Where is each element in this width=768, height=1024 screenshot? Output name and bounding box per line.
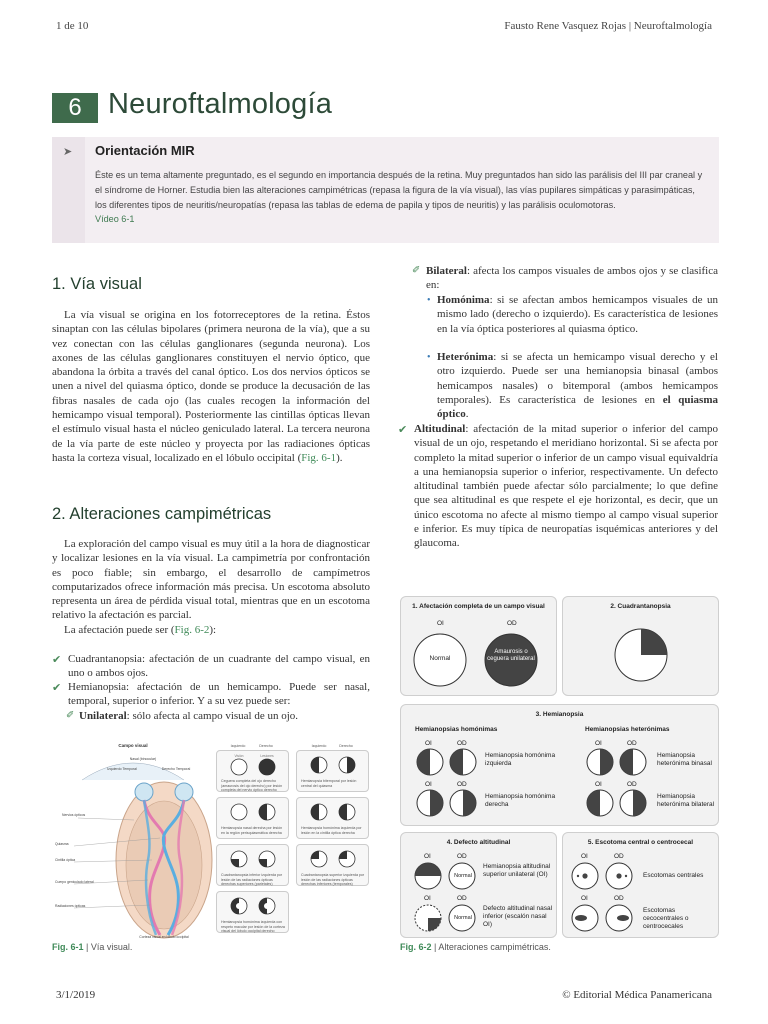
list-item-bilateral: Bilateral: afecta los campos visuales de ambos ojos y se clasifica en: (426, 265, 718, 292)
label-oi: OI (424, 853, 431, 860)
label-het-bit: Hemianopsia heterónima bilateral (657, 793, 715, 808)
label-escotomas-cecocentrales: Escotomas cecocentrales o centrocecales (643, 907, 689, 930)
label-cintilla: Cintilla óptica (55, 858, 76, 862)
diagram-title: Campo visual (118, 743, 148, 748)
box-cuadrantanopsia (562, 596, 719, 696)
label-od: OD (457, 895, 467, 902)
pane-description: Hemianopsia homónima izquierda por lesión en la cintilla óptica derecha (301, 826, 362, 835)
pane-description: Ceguera completa del ojo derecho (amaurosis del ojo derecho) por lesión completa del nervio óptico derecho (221, 779, 283, 792)
list-item-heteronima: Heterónima: si se afecta un hemicampo visual derecho y el otro izquierdo. Puede ser una hemianopsia binasal (ambos hemicampos nasales) o bitemporal (ambos hemicampos temporales). Es característica de lesiones en el quiasma óptico. (437, 351, 718, 421)
label-oi: OI (425, 740, 432, 747)
label-od: OD (457, 853, 467, 860)
field-pane (296, 844, 369, 886)
figure-6-2-caption: Fig. 6-2 | Alteraciones campimétricas. (400, 942, 551, 952)
mir-side-strip (52, 137, 85, 243)
pane-description: Hemianopsia homónima izquierda con respeto macular por lesión de la corteza visual del lóbulo occipital derecho (221, 920, 285, 933)
fig-6-2-reference[interactable]: Fig. 6-2 (174, 624, 210, 636)
chapter-number: 6 (52, 93, 98, 123)
label-oi: OI (595, 740, 602, 747)
field-pane (216, 750, 289, 792)
pane-description: Cuadrantanopsia superior izquierda por lesión de las radiaciones ópticas derechas inferiores (temporales) (301, 873, 365, 886)
label-radiaciones: Radiaciones ópticas (55, 904, 86, 908)
label-oi: OI (581, 895, 588, 902)
check-icon: ✔ (52, 654, 62, 666)
check-icon: ✔ (398, 424, 408, 436)
pane-vision: Visión (234, 754, 244, 758)
mir-title: Orientación MIR (95, 143, 195, 158)
field-pane (296, 797, 369, 839)
list-item-hemianopsia: Hemianopsia: afectación de un hemicampo. Puede ser nasal, temporal, superior o inferior. Y a su vez puede ser: (68, 681, 370, 708)
box-title: 3. Hemianopsia (535, 711, 584, 718)
label-hom-izq: Hemianopsia homónima izquierda (485, 752, 556, 767)
check-icon: ✔ (52, 682, 62, 694)
box-title: 2. Cuadrantanopsia (610, 603, 671, 610)
label-altitudinal-superior: Hemianopsia altitudinal superior unilateral (OI) (483, 863, 551, 878)
label-amaurosis: Amaurosis o ceguera unilateral (487, 649, 535, 662)
label-het-bin: Hemianopsia heterónima binasal (657, 752, 712, 767)
label-od: OD (614, 853, 624, 860)
section-heading-alteraciones: 2. Alteraciones campimétricas (52, 505, 272, 523)
box-afectacion-completa (400, 596, 557, 696)
chapter-title: Neuroftalmología (108, 88, 333, 120)
pane-lesiones: Lesiones (260, 754, 274, 758)
pushpin-icon: ➤ (63, 146, 73, 158)
figure-6-1-caption: Fig. 6-1 | Vía visual. (52, 942, 133, 952)
visual-pathway-diagram (52, 740, 214, 940)
bullet-icon: • (427, 295, 431, 306)
box-title: 1. Afectación completa de un campo visual (412, 603, 545, 610)
col-derecho-2: Derecho (339, 744, 353, 748)
label-od: OD (457, 740, 467, 747)
video-link[interactable]: Vídeo 6-1 (95, 214, 135, 224)
list-item-unilateral: Unilateral: sólo afecta al campo visual de un ojo. (79, 710, 299, 722)
label-oi: OI (437, 620, 444, 627)
col-izquierdo-2: Izquierdo (311, 744, 327, 748)
mir-orientation-box (52, 137, 719, 243)
label-cuerpo: Cuerpo geniculado lateral (55, 880, 94, 884)
label-od: OD (507, 620, 517, 627)
label-oi: OI (425, 781, 432, 788)
via-visual-paragraph: La vía visual se origina en los fotorreceptores de la retina. Éstos sinaptan con las células bipolares (primera neurona de la vía), que a su vez conectan con las células ganglionares (segunda neurona). Los axones de las células ganglionares constituyen el nervio óptico, que abandona la órbita a través del canal óptico. Los dos nervios ópticos se unen a nivel del quiasma óptico, donde se produce la decusación de las fibras nasales de cada ojo (las cuales recogen la información del hemicampo visual temporal). Posteriormente las cintillas ópticas llevan el estímulo visual hasta el núcleo geniculado lateral. La tercera neurona de la vía parte de este núcleo y proyecta por las radiaciones ópticas hasta la corteza visual, localizado en el lóbulo occipital (Fig. 6-1). (52, 309, 370, 464)
label-homonimas: Hemianopsias homónimas (415, 726, 498, 733)
footer-publisher: © Editorial Médica Panamericana (562, 989, 712, 1001)
field-pane (216, 797, 289, 839)
col-derecho: Derecho (259, 744, 273, 748)
label-od: OD (627, 781, 637, 788)
pane-description: Cuadrantanopsia inferior izquierda por lesión de las radiaciones ópticas derechas superiores (parietales) (221, 873, 283, 886)
label-normal: Normal (454, 873, 472, 879)
fig-6-1-reference[interactable]: Fig. 6-1 (301, 451, 337, 464)
figure-6-1 (52, 740, 370, 940)
box-title: 5. Escotoma central o centrocecal (587, 839, 694, 846)
label-oi: OI (424, 895, 431, 902)
mir-text: Éste es un tema altamente preguntado, es el segundo en importancia después de la retina. Muy preguntados han sido las parálisis del III par craneal y el síndrome de Horner. Estudia bien las alteraciones campimétricas (repasa la figura de la vía visual), las vías pupilares simpáticas y parasimpáticas, los diferentes tipos de neuritis/neuropatías (repasa las tablas de edema de papila y tipos de neuritis) y las parálisis oculomotoras. (95, 170, 703, 210)
label-heteronimas: Hemianopsias heterónimas (585, 726, 670, 733)
box-defecto-altitudinal (400, 832, 557, 938)
field-pane (216, 891, 289, 933)
label-normal: Normal (454, 915, 472, 921)
bullet-icon: • (427, 352, 431, 363)
label-nasal: Nasal (binocular) (129, 757, 157, 761)
label-oi: OI (595, 781, 602, 788)
afectacion-paragraph: La afectación puede ser (Fig. 6-2): (64, 624, 217, 636)
box-hemianopsia (400, 704, 719, 826)
label-corteza: Corteza visual en lóbulo occipital (139, 935, 189, 939)
footer-date: 3/1/2019 (56, 989, 96, 1001)
list-item-altitudinal: Altitudinal: afectación de la mitad superior o inferior del campo visual de un ojo, respetando el meridiano horizontal. Si se afecta por completo la mitad superior o inferior de un campo visual equivaldría a una hemianopsia superior o inferior, respectivamente. Un defecto altitudinal también puede afectar sólo parcialmente; lo que define que sea altitudinal es que respete el eje horizontal, es decir, que un único escotoma no afecte al mismo tiempo al campo visual superior e inferior. Es muy típica de neuropatías isquémicas anteriores y del glaucoma. (414, 423, 718, 550)
label-hom-der: Hemianopsia homónima derecha (485, 793, 556, 808)
running-header: Fausto Rene Vasquez Rojas | Neuroftalmología (504, 20, 712, 32)
section-heading-via-visual: 1. Vía visual (52, 275, 142, 293)
field-pane (216, 844, 289, 886)
pane-description: Hemianopsia bitemporal por lesión central del quiasma (301, 779, 357, 788)
label-od: OD (614, 895, 624, 902)
pane-description: Hemianopsia nasal derecha por lesión en la región perisquiasmática derecha (221, 826, 283, 835)
label-quiasma: Quiasma (55, 842, 69, 846)
check-icon: ✐ (66, 710, 75, 721)
page-counter: 1 de 10 (56, 20, 89, 32)
label-nervios: Nervios ópticos (62, 813, 86, 817)
field-pane (296, 750, 369, 792)
label-od: OD (627, 740, 637, 747)
alteraciones-paragraph: La exploración del campo visual es muy útil a la hora de diagnosticar y localizar lesiones en la vía visual. La campimetría por confrontación es poco fiable; sin embargo, el desarrollo de campímetros computarizados ofrece información más precisa. Un escotoma absoluto representa un área de pérdida visual total, mientras que en un escotoma relativo la afectación es parcial. (52, 538, 370, 622)
label-normal: Normal (429, 655, 451, 662)
label-altitudinal-inferior: Defecto altitudinal nasal inferior (escalón nasal OI) (483, 905, 553, 928)
box-escotoma (562, 832, 719, 938)
list-item-cuadrantanopsia: Cuadrantanopsia: afectación de un cuadrante del campo visual, en uno o ambos ojos. (68, 653, 370, 680)
label-od: OD (457, 781, 467, 788)
label-oi: OI (581, 853, 588, 860)
list-item-homonima: Homónima: si se afectan ambos hemicampos visuales de un mismo lado (derecho o izquierdo). Es característica de lesiones en la vía óptica posteriores al quiasma óptico. (437, 294, 718, 335)
col-izquierdo: Izquierdo (230, 744, 246, 748)
label-right-temporal: Derecho Temporal (161, 767, 191, 771)
check-icon: ✐ (412, 265, 421, 276)
box-title: 4. Defecto altitudinal (446, 839, 511, 846)
label-left-temporal: Izquierdo Temporal (107, 767, 137, 771)
label-escotomas-centrales: Escotomas centrales (643, 872, 704, 879)
